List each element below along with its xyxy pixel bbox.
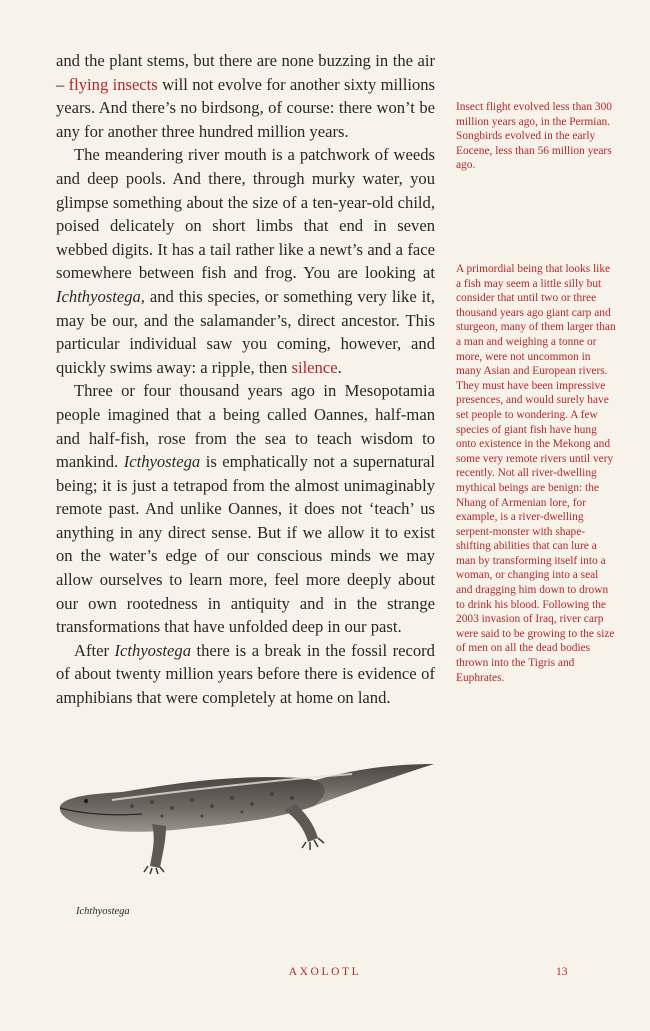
- paragraph-2: The meandering river mouth is a patchwork of weeds and deep pools. And there, through murky water, you glimpse something about the size of a ten-year-old child, poised delicately on short limbs that end in seven webbed digits. It has a tail rather like a newt’s and a face somewhere between fish and frog. You are looking at Ichthyostega, and this species, or something very like it, may be our, and the salamander’s, direct ancestor. This particular individual saw you coming, however, and quickly swims away: a ripple, then silence.: [56, 145, 435, 377]
- main-text-column: [56, 49, 435, 710]
- ichthyostega-illustration: [52, 744, 437, 876]
- paragraph-4: After Icthyostega there is a break in the fossil record of about twenty million years before there is evidence of amphibians that were completely at home on land.: [56, 640, 435, 708]
- flying-insects-link[interactable]: flying insects: [68, 74, 158, 94]
- paragraph-1: and the plant stems, but there are none buzzing in the air – flying insects will not evolve for another sixty millions years. And there’s no birdsong, of course: there won’t be any for another three hundred million years.: [56, 51, 435, 141]
- sidenote-primordial-being: A primordial being that looks like a fish may seem a little silly but consider that until two or three thousand years ago giant carp and sturgeon, many of them larger than a man and weighing a tonne or more, were not uncommon in many Asian and European rivers. They must have been impressive presences, and would surely have set people to wondering. A few species of giant fish have hung onto existence in the Mekong and some very remote rivers until very recently. Not all river-dwelling mythical beings are benign: the Nhang of Armenian lore, for example, is a river-dwelling serpent-monster with shape-shifting abilities that can lure a man by transforming itself into a woman, or changing into a seal and dragging him down to drown to drink his blood. Following the 2003 invasion of Iraq, river carp were said to be growing to the size of men on all the dead bodies thrown into the Tigris and Euphrates.: [456, 263, 616, 684]
- running-head: AXOLOTL: [288, 966, 362, 978]
- silence-link[interactable]: silence: [291, 357, 338, 377]
- page-number: 13: [556, 966, 568, 978]
- figure-caption: Ichthyostega: [76, 906, 130, 917]
- sidenote-insect-flight: Insect flight evolved less than 300 million years ago, in the Permian. Songbirds evolved in the early Eocene, less than 56 million years ago.: [456, 101, 612, 172]
- paragraph-3: Three or four thousand years ago in Mesopotamia people imagined that a being called Oannes, half-man and half-fish, rose from the sea to teach wisdom to mankind. Icthyostega is emphatically not a supernatural being; it is just a tetrapod from the almost unimaginably remote past. And unlike Oannes, it does not ‘teach’ us anything in any direct sense. But if we allow it to exist on the water’s edge of our conscious minds we may allow ourselves to learn more, feel more deeply about our own rootedness in antiquity and in the strange transformations that have unfolded deep in our past.: [56, 381, 436, 637]
